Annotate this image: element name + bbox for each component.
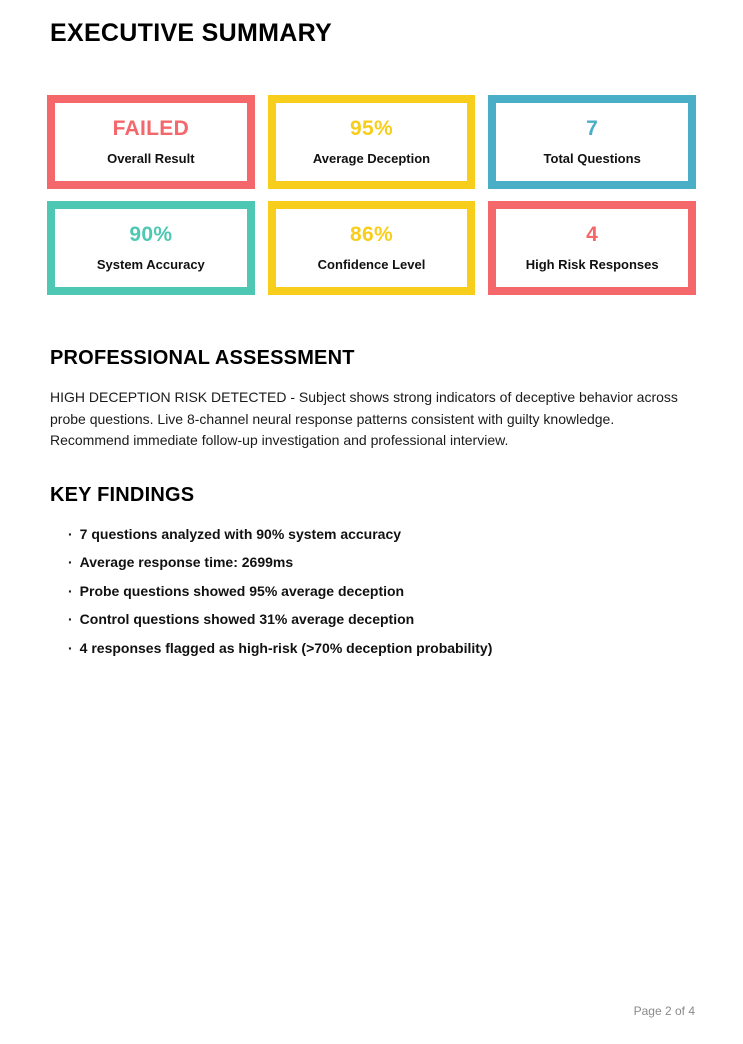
stat-value-high-risk-responses: 4 <box>586 223 599 246</box>
key-finding-item <box>68 641 693 656</box>
stat-label-confidence-level: Confidence Level <box>317 257 426 272</box>
key-finding-item <box>68 584 693 599</box>
stat-label-total-questions: Total Questions <box>543 151 641 166</box>
key-finding-item <box>68 612 693 627</box>
stat-card-high-risk-responses <box>488 201 696 295</box>
stat-value-confidence-level: 86% <box>350 223 393 246</box>
key-finding-text: 4 responses flagged as high-risk (>70% deception probability) <box>79 639 493 656</box>
bullet-icon: · <box>68 582 73 599</box>
professional-assessment-body: HIGH DECEPTION RISK DETECTED - Subject shows strong indicators of deceptive behavior across probe questions. Live 8-channel neural response patterns consistent with guilty knowledge. Recommend immediate follow-up investigation and professional interview. <box>50 389 678 448</box>
page-number: Page 2 of 4 <box>633 1004 695 1018</box>
stat-value-system-accuracy: 90% <box>129 223 173 246</box>
stat-card-overall-result <box>47 95 255 189</box>
stat-value-average-deception: 95% <box>350 117 393 140</box>
stat-label-high-risk-responses: High Risk Responses <box>525 257 659 272</box>
bullet-icon: · <box>68 611 73 627</box>
bullet-icon: · <box>68 554 73 570</box>
stat-value-overall-result: FAILED <box>112 117 190 140</box>
stat-cards-grid <box>47 95 696 295</box>
page-title: EXECUTIVE SUMMARY <box>50 19 332 47</box>
key-finding-text: Probe questions showed 95% average deception <box>79 582 405 599</box>
stat-label-overall-result: Overall Result <box>107 151 195 166</box>
stat-value-total-questions: 7 <box>586 117 599 140</box>
professional-assessment-heading: PROFESSIONAL ASSESSMENT <box>50 347 355 369</box>
key-findings-list <box>68 527 693 656</box>
stat-card-confidence-level <box>268 201 476 295</box>
stat-label-system-accuracy: System Accuracy <box>96 257 205 272</box>
stat-card-total-questions <box>488 95 696 189</box>
bullet-icon: · <box>68 525 73 542</box>
key-finding-text: 7 questions analyzed with 90% system accuracy <box>79 525 402 542</box>
stat-label-average-deception: Average Deception <box>312 151 431 166</box>
key-finding-item <box>68 555 693 570</box>
stat-card-average-deception <box>268 95 476 189</box>
key-finding-item <box>68 527 693 542</box>
stat-card-system-accuracy <box>47 201 255 295</box>
bullet-icon: · <box>68 639 73 656</box>
key-finding-text: Control questions showed 31% average deception <box>79 611 415 627</box>
key-findings-heading: KEY FINDINGS <box>50 483 195 506</box>
key-finding-text: Average response time: 2699ms <box>79 554 294 570</box>
